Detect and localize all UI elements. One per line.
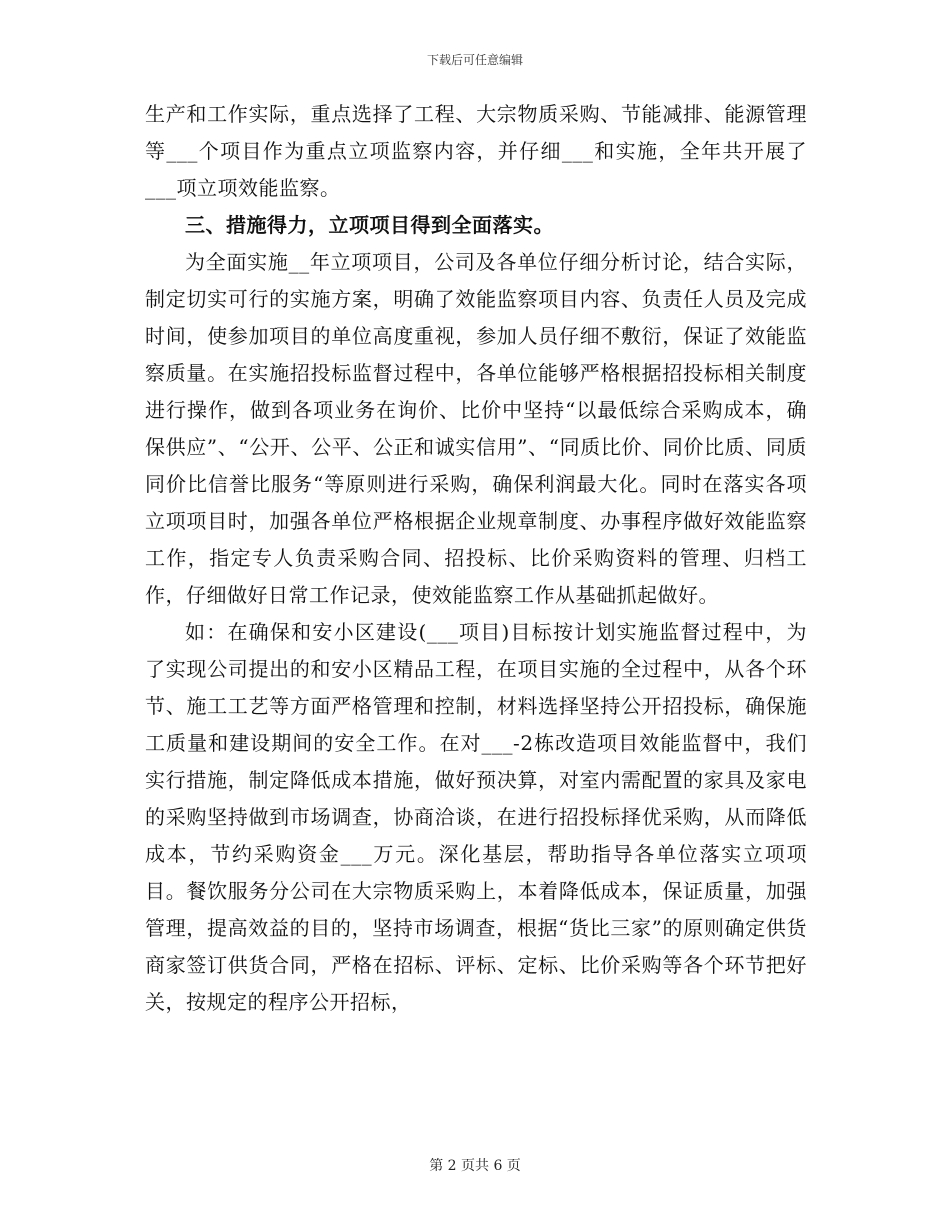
paragraph-implementation: 为全面实施__年立项项目，公司及各单位仔细分析讨论，结合实际，制定切实可行的实施方案，明确了效能监察项目内容、负责任人员及完成时间，使参加项目的单位高度重视，参加人员仔细不敷衍，保证了效能监察质量。在实施招投标监督过程中，各单位能够严格根据招投标相关制度进行操作，做到各项业务在询价、比价中坚持“以最低综合采购成本，确保供应”、“公开、公平、公正和诚实信用”、“同质比价、同价比质、同质同价比信誉比服务“等原则进行采购，确保利润最大化。同时在落实各项立项项目时，加强各单位严格根据企业规章制度、办事程序做好效能监察工作，指定专人负责采购合同、招投标、比价采购资料的管理、归档工作，仔细做好日常工作记录，使效能监察工作从基础抓起做好。 <box>145 250 807 607</box>
document-body <box>145 96 807 1021</box>
page-header: 下载后可任意编辑 <box>426 53 523 67</box>
paragraph-example: 如：在确保和安小区建设(___项目)目标按计划实施监督过程中，为了实现公司提出的和安小区精品工程，在项目实施的全过程中，从各个环节、施工工艺等方面严格管理和控制，材料选择坚持公开招投标，确保施工质量和建设期间的安全工作。在对___-2栋改造项目效能监督中，我们实行措施，制定降低成本措施，做好预决算，对室内需配置的家具及家电的采购坚持做到市场调查，协商洽谈，在进行招投标择优采购，从而降低成本，节约采购资金___万元。深化基层，帮助指导各单位落实立项项目。餐饮服务分公司在大宗物质采购上，本着降低成本，保证质量，加强管理，提高效益的目的，坚持市场调查，根据“货比三家”的原则确定供货商家签订供货合同，严格在招标、评标、定标、比价采购等各个环节把好关，按规定的程序公开招标， <box>145 620 807 1014</box>
section-heading: 三、措施得力，立项项目得到全面落实。 <box>185 213 554 237</box>
paragraph-continuation: 生产和工作实际，重点选择了工程、大宗物质采购、节能减排、能源管理等___个项目作为重点立项监察内容，并仔细___和实施，全年共开展了___项立项效能监察。 <box>145 102 807 200</box>
page-footer: 第 2 页共 6 页 <box>429 1158 521 1174</box>
